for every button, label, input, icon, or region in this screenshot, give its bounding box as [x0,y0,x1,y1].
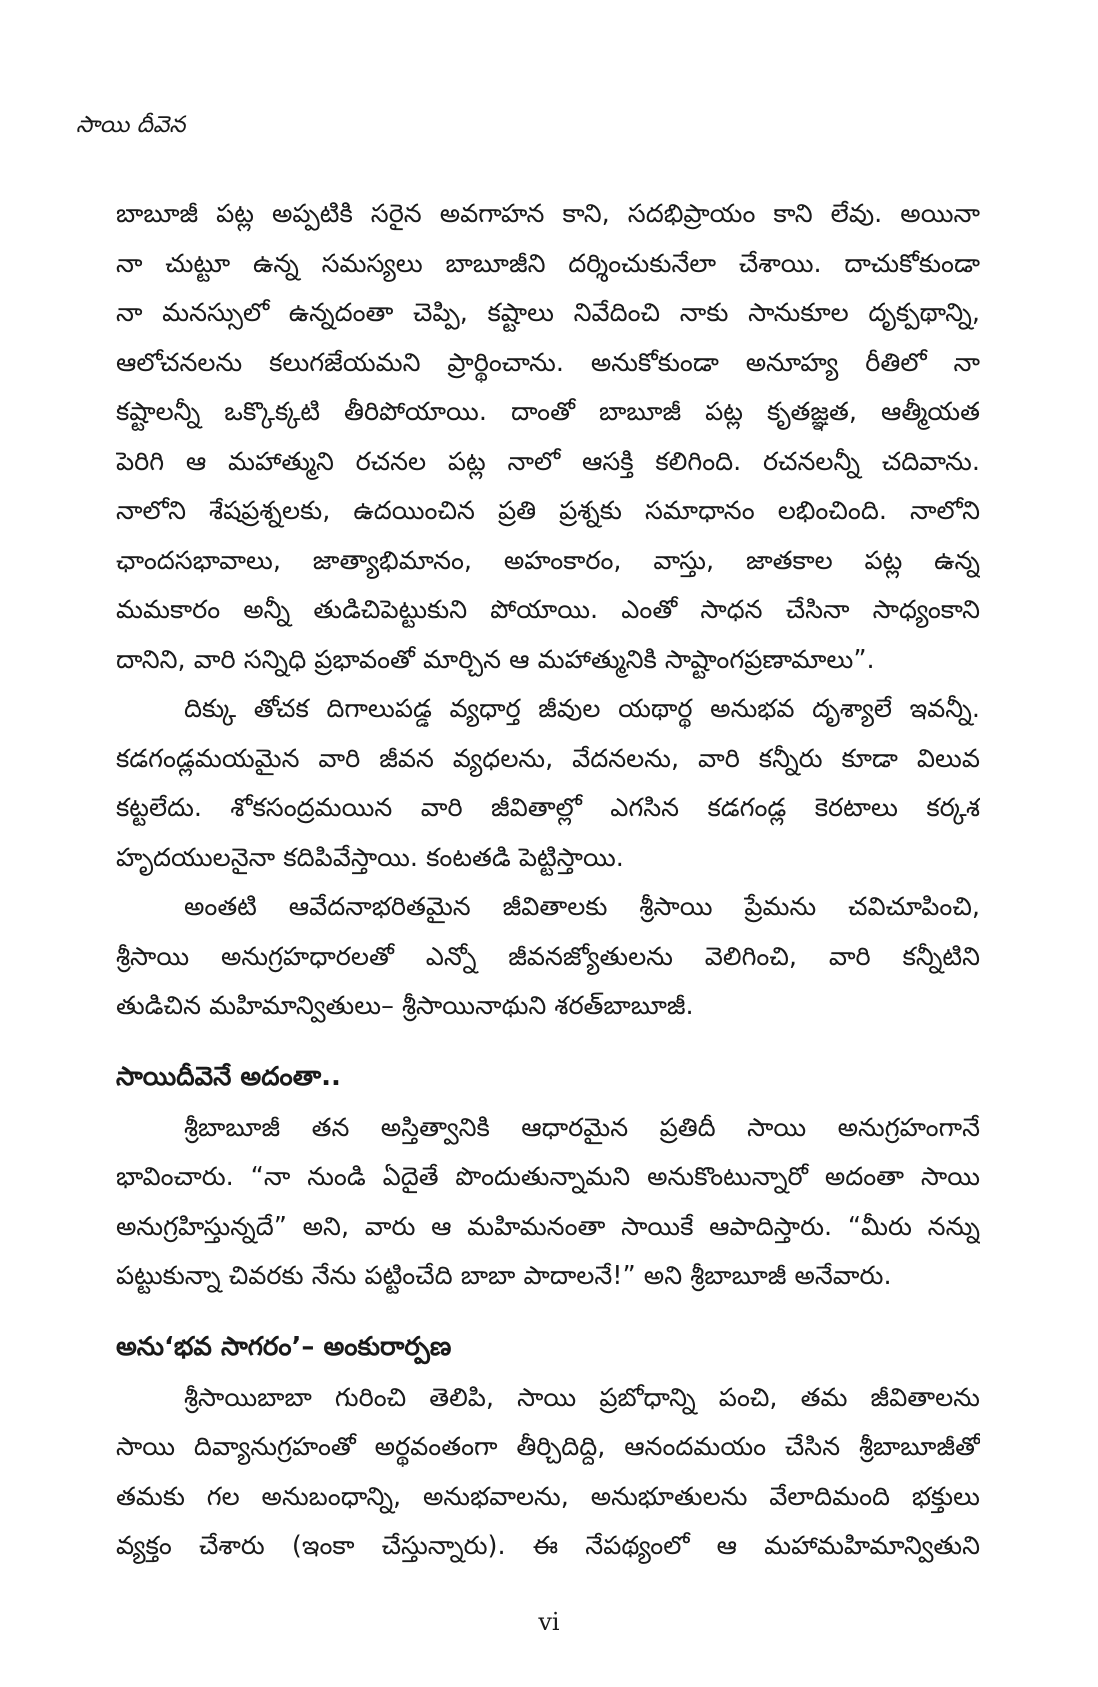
section [116,190,980,1032]
text-line: కడగండ్లమయమైన వారి జీవన వ్యధలను, వేదనలను, వారి కన్నీరు కూడా విలువ [116,743,980,774]
text-line: సాయి దివ్యానుగ్రహంతో అర్థవంతంగా తీర్చిదిద్ది, ఆనందమయం చేసిన శ్రీబాబూజీతో [116,1432,980,1462]
paragraph [116,685,980,883]
section [116,1050,980,1302]
section-heading: సాయిదీవెనే అదంతా.. [116,1061,341,1092]
paragraph [116,883,980,1032]
text-line: దిక్కు తోచక దిగాలుపడ్డ వ్యధార్త జీవుల యథార్థ అనుభవ దృశ్యాలే ఇవన్నీ. [184,694,980,724]
paragraph [116,1374,980,1572]
text-line: అంతటి ఆవేదనాభరితమైన జీవితాలకు శ్రీసాయి ప్రేమను చవిచూపించి, [184,892,980,922]
text-line: నా చుట్టూ ఉన్న సమస్యలు బాబూజీని దర్శించుకునేలా చేశాయి. దాచుకోకుండా [116,248,980,279]
text-line: నాలోని శేషప్రశ్నలకు, ఉదయించిన ప్రతి ప్రశ్నకు సమాధానం లభించింది. నాలోని [116,496,980,526]
body-text [116,190,980,1572]
paragraph [116,190,980,685]
text-line: బాబూజీ పట్ల అప్పటికి సరైన అవగాహన కాని, సదభిప్రాయం కాని లేవు. అయినా [116,199,980,229]
text-line: ఆలోచనలను కలుగజేయమని ప్రార్థించాను. అనుకోకుండా అనూహ్య రీతిలో నా [116,347,980,378]
running-head: సాయి దీవెన [76,112,186,138]
section-heading: అను‘భవ సాగరం’– అంకురార్పణ [116,1331,452,1362]
text-line: పెరిగి ఆ మహాత్ముని రచనల పట్ల నాలో ఆసక్తి కలిగింది. రచనలన్నీ చదివాను. [116,446,980,477]
text-line: హృదయులనైనా కదిపివేస్తాయి. కంటతడి పెట్టిస్తాయి. [116,842,624,873]
text-line: కట్టలేదు. శోకసంద్రమయిన వారి జీవితాల్లో ఎగసిన కడగండ్ల కెరటాలు కర్కశ [116,793,980,823]
text-line: నా మనస్సులో ఉన్నదంతా చెప్పి, కష్టాలు నివేదించి నాకు సానుకూల దృక్పథాన్ని, [116,298,980,328]
text-line: అనుగ్రహిస్తున్నదే” అని, వారు ఆ మహిమనంతా సాయికే ఆపాదిస్తారు. “మీరు నన్ను [116,1211,980,1242]
text-line: శ్రీబాబూజీ తన అస్తిత్వానికి ఆధారమైన ప్రతిదీ సాయి అనుగ్రహంగానే [184,1112,980,1143]
text-line: శ్రీసాయి అనుగ్రహధారలతో ఎన్నో జీవనజ్యోతులను వెలిగించి, వారి కన్నీటిని [116,941,980,972]
section [116,1320,980,1572]
text-line: శ్రీసాయిబాబా గురించి తెలిపి, సాయి ప్రబోధాన్ని పంచి, తమ జీవితాలను [184,1382,980,1413]
text-line: కష్టాలన్నీ ఒక్కొక్కటి తీరిపోయాయి. దాంతో బాబూజీ పట్ల కృతజ్ఞత, ఆత్మీయత [116,397,980,427]
text-line: దానిని, వారి సన్నిధి ప్రభావంతో మార్చిన ఆ మహాత్మునికి సాష్టాంగప్రణామాలు”. [116,644,875,675]
text-line: పట్టుకున్నా చివరకు నేను పట్టించేది బాబా పాదాలనే!” అని శ్రీబాబూజీ అనేవారు. [116,1261,892,1291]
text-line: మమకారం అన్నీ తుడిచిపెట్టుకుని పోయాయి. ఎంతో సాధన చేసినా సాధ్యంకాని [116,595,980,625]
text-line: ఛాందసభావాలు, జాత్యాభిమానం, అహంకారం, వాస్తు, జాతకాల పట్ల ఉన్న [116,545,980,576]
text-line: తుడిచిన మహిమాన్వితులు– శ్రీసాయినాథుని శరత్‌బాబూజీ. [116,991,694,1021]
text-line: తమకు గల అనుబంధాన్ని, అనుభవాలను, అనుభూతులను వేలాదిమంది భక్తులు [116,1481,980,1512]
page-number: vi [538,1608,560,1636]
text-line: భావించారు. “నా నుండి ఏదైతే పొందుతున్నామని అనుకొంటున్నారో అదంతా సాయి [116,1162,980,1192]
text-line: వ్యక్తం చేశారు (ఇంకా చేస్తున్నారు). ఈ నేపథ్యంలో ఆ మహామహిమాన్వితుని [116,1531,980,1561]
paragraph [116,1104,980,1302]
